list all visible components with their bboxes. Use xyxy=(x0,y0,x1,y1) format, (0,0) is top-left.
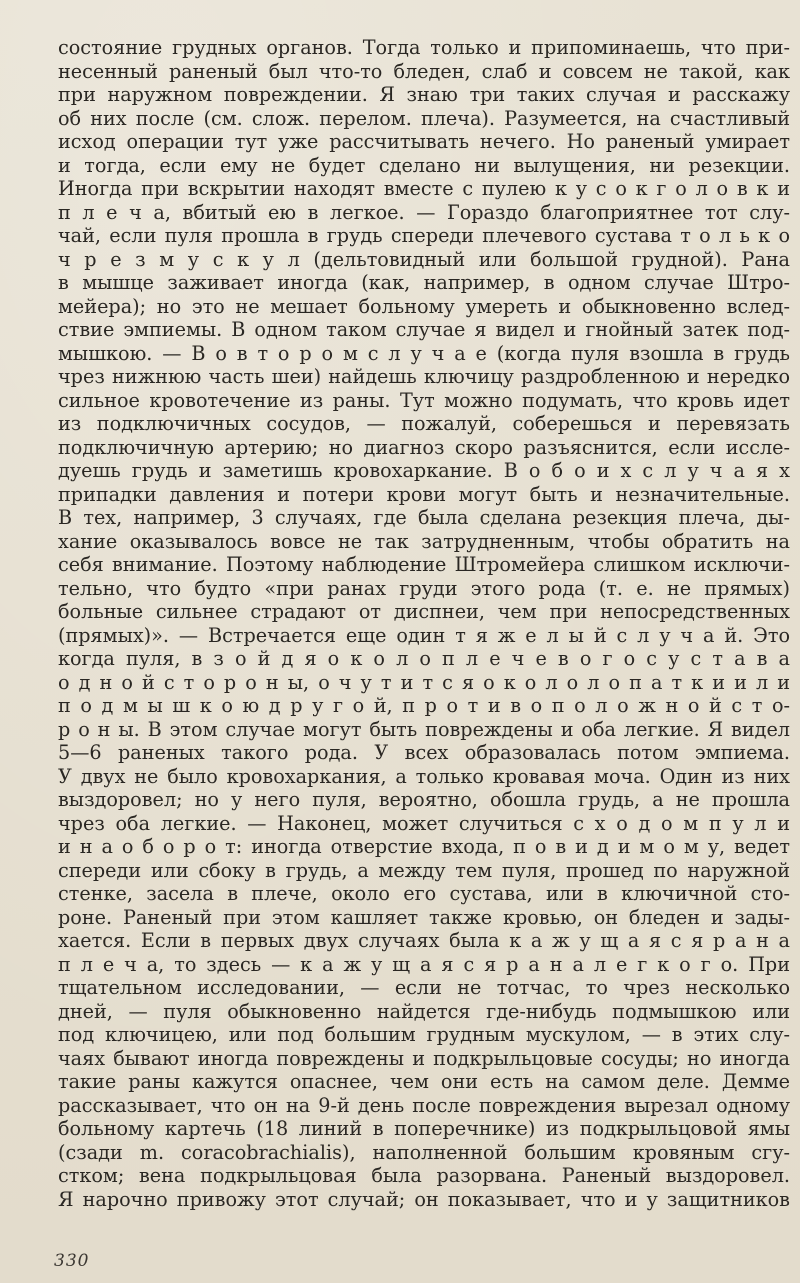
text-line: состояние грудных органов. Тогда только и припоминаешь, что при- xyxy=(58,36,790,59)
text-line: такие раны кажутся опаснее, чем они есть на самом деле. Демме xyxy=(58,1070,790,1093)
text-line: п л е ч а, то здесь — к а ж у щ а я с я р а н а л е г к о г о. При xyxy=(58,952,790,976)
text-line: В тех, например, 3 случаях, где была сделана резекция плеча, ды- xyxy=(58,506,790,529)
text-line: мейера); но это не мешает больному умереть и обыкновенно вслед- xyxy=(58,294,790,318)
text-line: когда пуля, в з о й д я о к о л о п л е ч е в о г о с у с т а в а xyxy=(58,647,790,670)
text-line: из подключичных сосудов, — пожалуй, соберешься и перевязать xyxy=(58,412,790,435)
text-line: дней, — пуля обыкновенно найдется где-нибудь подмышкою или xyxy=(58,999,790,1023)
text-line: несенный раненый был что-то бледен, слаб и совсем не такой, как xyxy=(58,59,790,83)
text-line: 5—6 раненых такого рода. У всех образовалась потом эмпиема. xyxy=(58,741,790,764)
text-line: подключичную артерию; но диагноз скоро разъяснится, если иссле- xyxy=(58,435,790,459)
text-line: роне. Раненый при этом кашляет также кровью, он бледен и зады- xyxy=(58,905,790,929)
text-line: и н а о б о р о т: иногда отверстие входа, п о в и д и м о м у, ведет xyxy=(58,835,790,858)
text-line: ч р е з м у с к у л (дельтовидный или большой грудной). Рана xyxy=(58,247,790,271)
text-line: Иногда при вскрытии находят вместе с пулею к у с о к г о л о в к и xyxy=(58,177,790,200)
text-line: припадки давления и потери крови могут быть и незначительные. xyxy=(58,482,790,506)
text-line: чай, если пуля прошла в грудь спереди плечевого сустава т о л ь к о xyxy=(58,224,790,247)
text-line: п л е ч а, вбитый ею в легкое. — Гораздо благоприятнее тот слу- xyxy=(58,200,790,224)
text-line: Я нарочно привожу этот случай; он показывает, что и у защитников xyxy=(58,1187,790,1211)
text-line: чаях бывают иногда повреждены и подкрыльцовые сосуды; но иногда xyxy=(58,1046,790,1070)
text-line: стком; вена подкрыльцовая была разорвана. Раненый выздоровел. xyxy=(58,1164,790,1187)
text-line: о д н о й с т о р о н ы, о ч у т и т с я о к о л о л о п а т к и и л и xyxy=(58,670,790,694)
text-line: тельно, что будто «при ранах груди этого рода (т. е. не прямых) xyxy=(58,576,790,600)
body-text xyxy=(58,36,790,1211)
text-line: тщательном исследовании, — если не тотчас, то чрез несколько xyxy=(58,976,790,999)
text-line: сильное кровотечение из раны. Тут можно подумать, что кровь идет xyxy=(58,388,790,412)
text-line: под ключицею, или под большим грудным мускулом, — в этих слу- xyxy=(58,1023,790,1046)
text-line: мышкою. — В о в т о р о м с л у ч а е (когда пуля взошла в грудь xyxy=(58,341,790,365)
text-line: в мышце заживает иногда (как, например, в одном случае Штро- xyxy=(58,271,790,294)
text-line: при наружном повреждении. Я знаю три таких случая и расскажу xyxy=(58,83,790,106)
text-line: об них после (см. слож. перелом. плеча). Разумеется, на счастливый xyxy=(58,106,790,130)
text-line: п о д м ы ш к о ю д р у г о й, п р о т и в о п о л о ж н о й с т о- xyxy=(58,694,790,717)
text-line: р о н ы. В этом случае могут быть повреждены и оба легкие. Я видел xyxy=(58,717,790,741)
text-line: дуешь грудь и заметишь кровохаркание. В о б о и х с л у ч а я х xyxy=(58,459,790,482)
text-line: хается. Если в первых двух случаях была к а ж у щ а я с я р а н а xyxy=(58,929,790,952)
page-number: 330 xyxy=(54,1251,90,1271)
text-line: чрез оба легкие. — Наконец, может случиться с х о д о м п у л и xyxy=(58,811,790,835)
text-line: спереди или сбоку в грудь, а между тем пуля, прошед по наружной xyxy=(58,858,790,882)
text-line: ствие эмпиемы. В одном таком случае я видел и гнойный затек под- xyxy=(58,318,790,341)
text-line: и тогда, если ему не будет сделано ни вылущения, ни резекции. xyxy=(58,153,790,177)
text-line: чрез нижнюю часть шеи) найдешь ключицу раздробленною и нередко xyxy=(58,365,790,388)
text-line: себя внимание. Поэтому наблюдение Штромейера слишком исключи- xyxy=(58,553,790,576)
text-line: (прямых)». — Встречается еще один т я ж е л ы й с л у ч а й. Это xyxy=(58,623,790,647)
text-line: У двух не было кровохаркания, а только кровавая моча. Один из них xyxy=(58,764,790,788)
text-line: рассказывает, что он на 9-й день после повреждения вырезал одному xyxy=(58,1093,790,1117)
text-line: исход операции тут уже рассчитывать нечего. Но раненый умирает xyxy=(58,130,790,153)
text-line: хание оказывалось вовсе не так затрудненным, чтобы обратить на xyxy=(58,529,790,553)
text-line: больному картечь (18 линий в поперечнике) из подкрыльцовой ямы xyxy=(58,1117,790,1140)
text-line: выздоровел; но у него пуля, вероятно, обошла грудь, а не прошла xyxy=(58,788,790,811)
text-line: больные сильнее страдают от диспнеи, чем при непосредственных xyxy=(58,600,790,623)
text-line: стенке, засела в плече, около его сустава, или в ключичной сто- xyxy=(58,882,790,905)
text-line: (сзади m. coracobrachialis), наполненной большим кровяным сгу- xyxy=(58,1140,790,1164)
